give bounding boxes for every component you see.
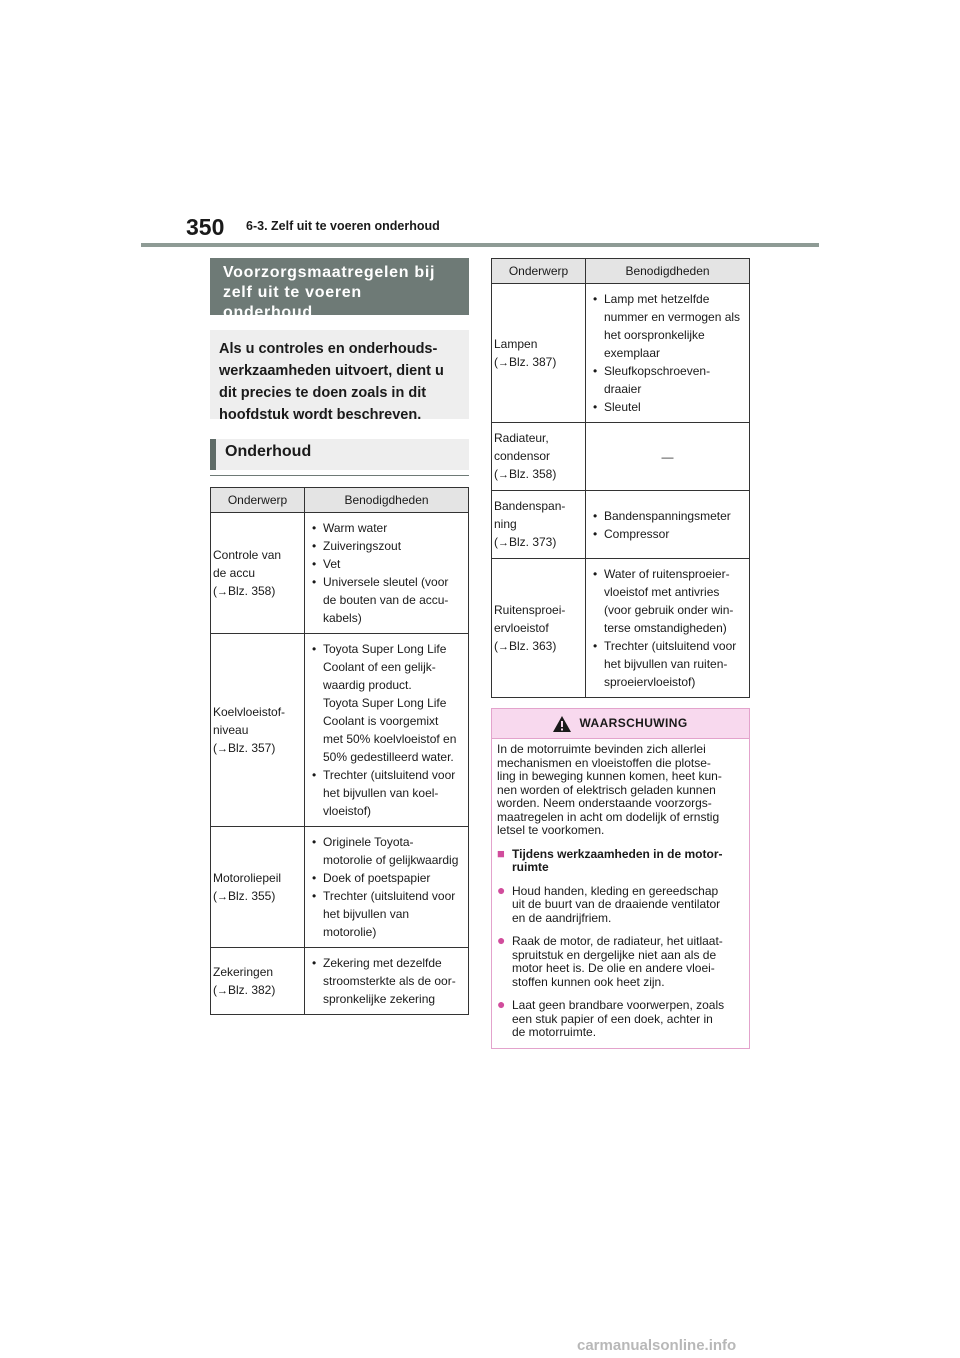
tools-cell <box>305 634 469 827</box>
page-reference-link[interactable]: Blz. 358 <box>228 583 272 598</box>
tools-cell <box>586 284 750 423</box>
tool-item: • Warm water <box>307 519 466 537</box>
topic-text: Ruitensproei- ervloeistof <box>494 602 566 635</box>
subheading-onderhoud: Onderhoud <box>210 439 469 470</box>
tool-item: • Sleutel <box>588 398 747 416</box>
topic-text: Koelvloeistof- niveau <box>213 704 286 737</box>
arrow-right-icon: → <box>498 640 509 653</box>
table-row <box>492 491 750 559</box>
topic-cell: Lampen (→Blz. 387) <box>492 284 586 423</box>
page-reference-link[interactable]: Blz. 382 <box>228 982 272 997</box>
page-reference-link[interactable]: Blz. 355 <box>228 888 272 903</box>
topic-cell: Radiateur, condensor (→Blz. 358) <box>492 423 586 491</box>
arrow-right-icon: → <box>217 742 228 755</box>
table-row <box>211 827 469 948</box>
topic-cell: Bandenspan- ning (→Blz. 373) <box>492 491 586 559</box>
warning-intro: In de motorruimte bevinden zich allerlei mechanismen en vloeistoffen die plotse- ling in beweging kunnen komen, heet kun- nen worden of elektrisch geladen kunnen worden. Neem onderstaande voorzorgs- maatregelen in acht om dodelijk of ernstig letsel te voorkomen. <box>497 742 722 837</box>
warning-item <box>497 932 742 989</box>
tools-cell <box>586 559 750 698</box>
topic-cell: Ruitensproei- ervloeistof (→Blz. 363) <box>492 559 586 698</box>
circle-bullet-icon: ● <box>497 996 506 1012</box>
tools-list <box>307 833 466 941</box>
warning-subheading-text: Tijdens werkzaamheden in de motor- ruimte <box>512 846 723 874</box>
tools-cell <box>586 491 750 559</box>
tools-list <box>307 519 466 627</box>
tool-item: • Zekering met dezelfde stroomsterkte als de oor- spronkelijke zekering <box>307 954 466 1008</box>
tool-item: • Bandenspanningsmeter <box>588 507 747 525</box>
tool-item: • Trechter (uitsluitend voor het bijvullen van motorolie) <box>307 887 466 941</box>
table-row <box>492 559 750 698</box>
topic-text: Motoroliepeil <box>213 870 282 885</box>
table-header-tools: Benodigdheden <box>586 259 750 284</box>
tool-item: • Trechter (uitsluitend voor het bijvullen van koel- vloeistof) <box>307 766 466 820</box>
right-column <box>491 258 750 1049</box>
tool-item: • Zuiveringszout <box>307 537 466 555</box>
tool-item: • Toyota Super Long Life Coolant of een gelijk- waardig product. Toyota Super Long Life Coolant is voorgemixt met 50% koelvloeistof en 50% gedestilleerd water. <box>307 640 466 766</box>
page-reference-link[interactable]: Blz. 358 <box>509 467 553 481</box>
table-row <box>492 423 750 491</box>
warning-item-text: Laat geen brandbare voorwerpen, zoals een stuk papier of een doek, achter in de motorruimte. <box>512 998 725 1039</box>
tools-list <box>588 507 747 543</box>
maintenance-table-left <box>210 487 469 1015</box>
arrow-right-icon: → <box>498 469 509 481</box>
maintenance-table-right <box>491 258 750 698</box>
warning-item <box>497 996 742 1040</box>
tool-item: • Lamp met hetzelfde nummer en vermogen als het oorspronkelijke exemplaar <box>588 290 747 362</box>
warning-item-text: Raak de motor, de radiateur, het uitlaat- spruitstuk en dergelijke niet aan als de motor heet is. De olie en andere vloei- stoffen kunnen ook heet zijn. <box>512 934 723 989</box>
tool-item: • Universele sleutel (voor de bouten van de accu- kabels) <box>307 573 466 627</box>
warning-box <box>491 708 750 1049</box>
square-bullet-icon: ■ <box>497 845 505 861</box>
table-row <box>211 634 469 827</box>
table-row <box>211 513 469 634</box>
warning-subheading <box>497 845 742 875</box>
topic-cell: Koelvloeistof- niveau (→Blz. 357) <box>211 634 305 827</box>
tool-item: • Trechter (uitsluitend voor het bijvullen van ruiten- sproeiervloeistof) <box>588 637 747 691</box>
page-title: Voorzorgsmaatregelen bij zelf uit te voeren onderhoud <box>210 258 469 315</box>
warning-triangle-icon <box>553 716 571 732</box>
arrow-right-icon: → <box>498 356 509 369</box>
arrow-right-icon: → <box>498 537 509 549</box>
arrow-right-icon: → <box>217 585 228 598</box>
tools-cell <box>305 513 469 634</box>
topic-text: Bandenspan- ning <box>494 499 566 531</box>
table-header-topic: Onderwerp <box>211 488 305 513</box>
warning-body <box>492 739 749 1048</box>
arrow-right-icon: → <box>217 984 228 997</box>
arrow-right-icon: → <box>217 890 228 903</box>
left-column <box>210 258 469 1015</box>
page-reference-link[interactable]: Blz. 387 <box>509 354 553 369</box>
tool-item: • Sleufkopschroeven- draaier <box>588 362 747 398</box>
tool-item: • Water of ruitensproeier- vloeistof met antivries (voor gebruik onder win- terse omstandigheden) <box>588 565 747 637</box>
warning-item <box>497 881 742 926</box>
table-header-tools: Benodigdheden <box>305 488 469 513</box>
tools-list <box>588 290 747 416</box>
header-rule <box>141 243 819 247</box>
no-tools-dash: — <box>661 449 674 464</box>
page-reference-link[interactable]: Blz. 363 <box>509 638 553 653</box>
tool-item: • Compressor <box>588 525 747 543</box>
tool-item: • Doek of poetspapier <box>307 869 466 887</box>
topic-text: Controle van de accu <box>213 547 282 580</box>
topic-cell: Motoroliepeil (→Blz. 355) <box>211 827 305 948</box>
page-reference-link[interactable]: Blz. 357 <box>228 740 272 755</box>
tools-list <box>307 954 466 1008</box>
topic-cell: Zekeringen (→Blz. 382) <box>211 948 305 1015</box>
watermark: carmanualsonline.info <box>577 1337 737 1354</box>
section-heading: 6-3. Zelf uit te voeren onderhoud <box>246 219 440 233</box>
circle-bullet-icon: ● <box>497 881 506 898</box>
page-reference-link[interactable]: Blz. 373 <box>509 535 553 549</box>
tool-item: • Originele Toyota- motorolie of gelijkwaardig <box>307 833 466 869</box>
warning-header <box>492 709 749 739</box>
page-number: 350 <box>186 214 225 240</box>
topic-text: Radiateur, condensor <box>494 431 551 463</box>
table-row <box>492 284 750 423</box>
topic-text: Lampen <box>494 336 538 351</box>
warning-item-text: Houd handen, kleding en gereedschap uit de buurt van de draaiende ventilator en de aandrijfriem. <box>512 883 721 925</box>
tools-list <box>307 640 466 820</box>
topic-cell: Controle van de accu (→Blz. 358) <box>211 513 305 634</box>
circle-bullet-icon: ● <box>497 932 506 948</box>
tools-cell <box>586 423 750 491</box>
table-header-topic: Onderwerp <box>492 259 586 284</box>
warning-title: WAARSCHUWING <box>579 715 688 730</box>
tools-cell <box>305 948 469 1015</box>
intro-text: Als u controles en onderhouds-werkzaamheden uitvoert, dient u dit precies te doen zoals in dit hoofdstuk wordt beschreven. <box>210 330 469 419</box>
table-row <box>211 948 469 1015</box>
tool-item: • Vet <box>307 555 466 573</box>
tools-list <box>588 565 747 691</box>
tools-cell <box>305 827 469 948</box>
topic-text: Zekeringen <box>213 964 274 979</box>
